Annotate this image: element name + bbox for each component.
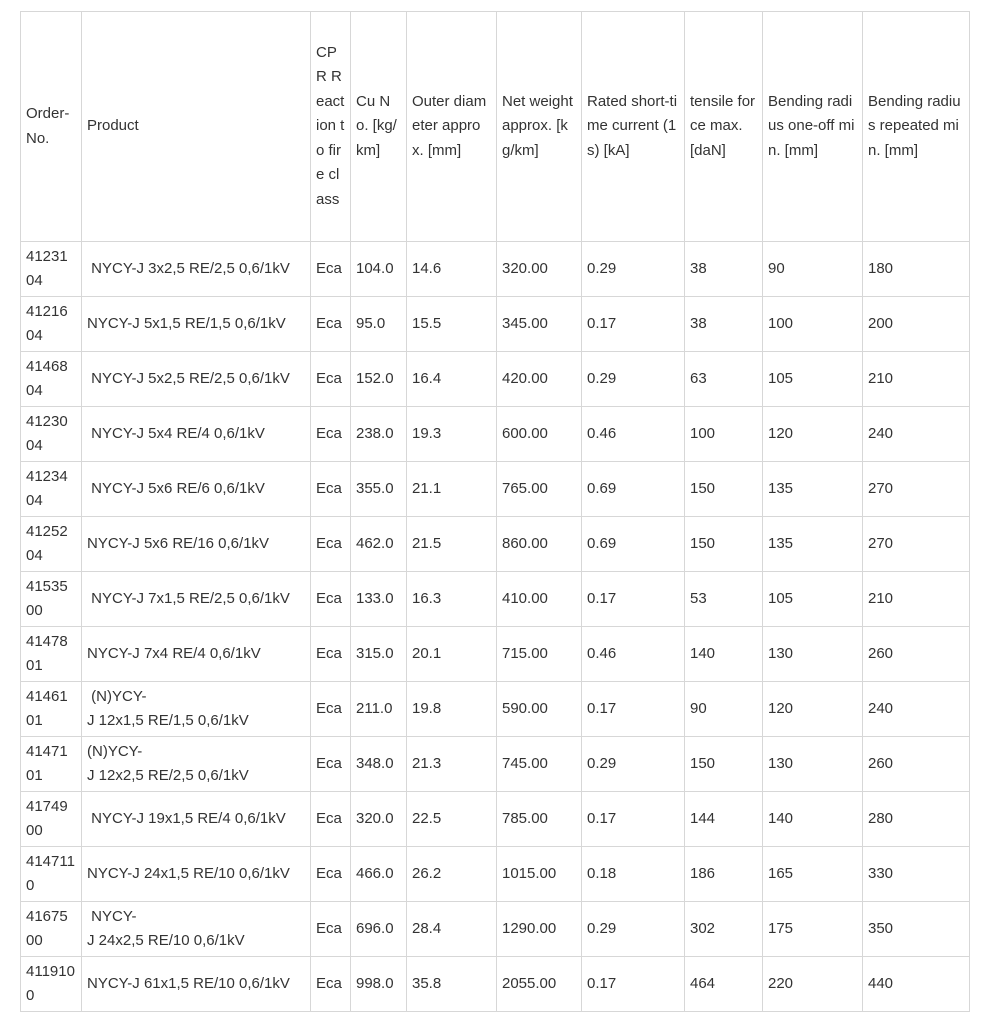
cu-no-cell: 348.0	[351, 737, 407, 792]
cu-no-cell: 133.0	[351, 572, 407, 627]
bending-radius-repeated-cell: 240	[863, 682, 970, 737]
product-cell: NYCY-J 5x4 RE/4 0,6/1kV	[82, 407, 311, 462]
cpr-class-cell: Eca	[311, 737, 351, 792]
order-no-cell: 4123404	[21, 462, 82, 517]
table-row	[21, 847, 970, 902]
net-weight-header: Net weight approx. [kg/km]	[497, 12, 582, 242]
cu-no-header: Cu No. [kg/km]	[351, 12, 407, 242]
cpr-class-cell: Eca	[311, 352, 351, 407]
outer-diameter-cell: 21.5	[407, 517, 497, 572]
short-time-current-cell: 0.29	[582, 737, 685, 792]
cpr-class-cell: Eca	[311, 517, 351, 572]
product-cell: NYCY-J 61x1,5 RE/10 0,6/1kV	[82, 957, 311, 1012]
tensile-force-cell: 38	[685, 242, 763, 297]
bending-radius-repeated-cell: 260	[863, 627, 970, 682]
net-weight-cell: 745.00	[497, 737, 582, 792]
table-row	[21, 352, 970, 407]
order-no-header: Order-No.	[21, 12, 82, 242]
outer-diameter-cell: 21.3	[407, 737, 497, 792]
outer-diameter-cell: 19.8	[407, 682, 497, 737]
order-no-cell: 4174900	[21, 792, 82, 847]
order-no-cell: 4167500	[21, 902, 82, 957]
cpr-class-cell: Eca	[311, 792, 351, 847]
bending-radius-repeated-cell: 210	[863, 352, 970, 407]
product-cell: NYCY-J 24x1,5 RE/10 0,6/1kV	[82, 847, 311, 902]
short-time-current-cell: 0.29	[582, 352, 685, 407]
cpr-class-cell: Eca	[311, 572, 351, 627]
table-row	[21, 462, 970, 517]
product-cell: NYCY-J 7x4 RE/4 0,6/1kV	[82, 627, 311, 682]
outer-diameter-cell: 15.5	[407, 297, 497, 352]
cpr-class-cell: Eca	[311, 627, 351, 682]
order-no-cell: 4146804	[21, 352, 82, 407]
cu-no-cell: 998.0	[351, 957, 407, 1012]
bending-radius-repeated-cell: 350	[863, 902, 970, 957]
tensile-force-cell: 150	[685, 737, 763, 792]
cpr-class-cell: Eca	[311, 957, 351, 1012]
order-no-cell: 4146101	[21, 682, 82, 737]
order-no-cell: 4121604	[21, 297, 82, 352]
outer-diameter-cell: 16.4	[407, 352, 497, 407]
short-time-current-cell: 0.46	[582, 627, 685, 682]
bending-radius-once-cell: 90	[763, 242, 863, 297]
outer-diameter-cell: 28.4	[407, 902, 497, 957]
short-time-current-cell: 0.17	[582, 682, 685, 737]
product-cell: NYCY-J 3x2,5 RE/2,5 0,6/1kV	[82, 242, 311, 297]
bending-radius-repeated-header: Bending radius repeated min. [mm]	[863, 12, 970, 242]
net-weight-cell: 410.00	[497, 572, 582, 627]
tensile-force-cell: 150	[685, 462, 763, 517]
net-weight-cell: 600.00	[497, 407, 582, 462]
order-no-cell: 4147101	[21, 737, 82, 792]
bending-radius-repeated-cell: 260	[863, 737, 970, 792]
net-weight-cell: 860.00	[497, 517, 582, 572]
product-cell: NYCY-J 5x6 RE/6 0,6/1kV	[82, 462, 311, 517]
table-row	[21, 957, 970, 1012]
cpr-class-cell: Eca	[311, 242, 351, 297]
cu-no-cell: 211.0	[351, 682, 407, 737]
cu-no-cell: 696.0	[351, 902, 407, 957]
cu-no-cell: 315.0	[351, 627, 407, 682]
tensile-force-cell: 100	[685, 407, 763, 462]
tensile-force-cell: 63	[685, 352, 763, 407]
bending-radius-once-cell: 120	[763, 407, 863, 462]
tensile-force-cell: 464	[685, 957, 763, 1012]
table-row	[21, 407, 970, 462]
bending-radius-once-cell: 130	[763, 737, 863, 792]
short-time-current-cell: 0.17	[582, 297, 685, 352]
order-no-cell: 4147801	[21, 627, 82, 682]
table-row	[21, 682, 970, 737]
table-row	[21, 902, 970, 957]
bending-radius-repeated-cell: 330	[863, 847, 970, 902]
product-cell: NYCY-J 19x1,5 RE/4 0,6/1kV	[82, 792, 311, 847]
net-weight-cell: 715.00	[497, 627, 582, 682]
bending-radius-once-cell: 105	[763, 352, 863, 407]
product-cell: NYCY-J 5x2,5 RE/2,5 0,6/1kV	[82, 352, 311, 407]
bending-radius-repeated-cell: 270	[863, 462, 970, 517]
cpr-class-header: CPR Reaction to fire class	[311, 12, 351, 242]
bending-radius-repeated-cell: 270	[863, 517, 970, 572]
short-time-current-cell: 0.46	[582, 407, 685, 462]
product-cell: NYCY-J 5x6 RE/16 0,6/1kV	[82, 517, 311, 572]
product-cell: NYCY-J 7x1,5 RE/2,5 0,6/1kV	[82, 572, 311, 627]
net-weight-cell: 320.00	[497, 242, 582, 297]
cable-spec-table	[20, 11, 970, 1012]
tensile-force-cell: 302	[685, 902, 763, 957]
net-weight-cell: 590.00	[497, 682, 582, 737]
short-time-current-cell: 0.29	[582, 902, 685, 957]
bending-radius-repeated-cell: 180	[863, 242, 970, 297]
cu-no-cell: 95.0	[351, 297, 407, 352]
product-cell: (N)YCY- J 12x1,5 RE/1,5 0,6/1kV	[82, 682, 311, 737]
tensile-force-cell: 140	[685, 627, 763, 682]
bending-radius-once-cell: 220	[763, 957, 863, 1012]
tensile-force-cell: 90	[685, 682, 763, 737]
table-row	[21, 737, 970, 792]
bending-radius-repeated-cell: 200	[863, 297, 970, 352]
tensile-force-header: tensile force max. [daN]	[685, 12, 763, 242]
cpr-class-cell: Eca	[311, 682, 351, 737]
short-time-current-header: Rated short-time current (1s) [kA]	[582, 12, 685, 242]
net-weight-cell: 2055.00	[497, 957, 582, 1012]
tensile-force-cell: 144	[685, 792, 763, 847]
tensile-force-cell: 53	[685, 572, 763, 627]
cpr-class-cell: Eca	[311, 847, 351, 902]
header-row	[21, 12, 970, 242]
cpr-class-cell: Eca	[311, 297, 351, 352]
product-header: Product	[82, 12, 311, 242]
net-weight-cell: 785.00	[497, 792, 582, 847]
outer-diameter-cell: 19.3	[407, 407, 497, 462]
tensile-force-cell: 38	[685, 297, 763, 352]
order-no-cell: 4147110	[21, 847, 82, 902]
product-cell: (N)YCY- J 12x2,5 RE/2,5 0,6/1kV	[82, 737, 311, 792]
net-weight-cell: 420.00	[497, 352, 582, 407]
short-time-current-cell: 0.17	[582, 792, 685, 847]
bending-radius-once-cell: 135	[763, 517, 863, 572]
cpr-class-cell: Eca	[311, 407, 351, 462]
bending-radius-repeated-cell: 240	[863, 407, 970, 462]
outer-diameter-cell: 14.6	[407, 242, 497, 297]
short-time-current-cell: 0.17	[582, 957, 685, 1012]
bending-radius-repeated-cell: 280	[863, 792, 970, 847]
bending-radius-once-cell: 120	[763, 682, 863, 737]
bending-radius-once-cell: 175	[763, 902, 863, 957]
cu-no-cell: 104.0	[351, 242, 407, 297]
short-time-current-cell: 0.69	[582, 517, 685, 572]
tensile-force-cell: 186	[685, 847, 763, 902]
order-no-cell: 4125204	[21, 517, 82, 572]
outer-diameter-cell: 20.1	[407, 627, 497, 682]
outer-diameter-cell: 22.5	[407, 792, 497, 847]
net-weight-cell: 1015.00	[497, 847, 582, 902]
table-row	[21, 792, 970, 847]
bending-radius-once-cell: 135	[763, 462, 863, 517]
cu-no-cell: 238.0	[351, 407, 407, 462]
cu-no-cell: 355.0	[351, 462, 407, 517]
product-cell: NYCY- J 24x2,5 RE/10 0,6/1kV	[82, 902, 311, 957]
bending-radius-once-cell: 130	[763, 627, 863, 682]
order-no-cell: 4123104	[21, 242, 82, 297]
outer-diameter-cell: 21.1	[407, 462, 497, 517]
bending-radius-once-cell: 165	[763, 847, 863, 902]
cu-no-cell: 466.0	[351, 847, 407, 902]
short-time-current-cell: 0.17	[582, 572, 685, 627]
bending-radius-once-cell: 140	[763, 792, 863, 847]
short-time-current-cell: 0.69	[582, 462, 685, 517]
short-time-current-cell: 0.18	[582, 847, 685, 902]
order-no-cell: 4153500	[21, 572, 82, 627]
net-weight-cell: 1290.00	[497, 902, 582, 957]
bending-radius-once-cell: 105	[763, 572, 863, 627]
outer-diameter-cell: 16.3	[407, 572, 497, 627]
net-weight-cell: 765.00	[497, 462, 582, 517]
bending-radius-once-cell: 100	[763, 297, 863, 352]
cpr-class-cell: Eca	[311, 462, 351, 517]
order-no-cell: 4119100	[21, 957, 82, 1012]
cable-spec-table-wrapper	[20, 11, 970, 1012]
table-body	[21, 242, 970, 1012]
outer-diameter-cell: 26.2	[407, 847, 497, 902]
table-row	[21, 627, 970, 682]
cu-no-cell: 320.0	[351, 792, 407, 847]
table-row	[21, 572, 970, 627]
short-time-current-cell: 0.29	[582, 242, 685, 297]
bending-radius-repeated-cell: 210	[863, 572, 970, 627]
net-weight-cell: 345.00	[497, 297, 582, 352]
table-row	[21, 242, 970, 297]
order-no-cell: 4123004	[21, 407, 82, 462]
outer-diameter-cell: 35.8	[407, 957, 497, 1012]
table-row	[21, 297, 970, 352]
cu-no-cell: 462.0	[351, 517, 407, 572]
cpr-class-cell: Eca	[311, 902, 351, 957]
bending-radius-once-header: Bending radius one-off min. [mm]	[763, 12, 863, 242]
bending-radius-repeated-cell: 440	[863, 957, 970, 1012]
table-row	[21, 517, 970, 572]
tensile-force-cell: 150	[685, 517, 763, 572]
outer-diameter-header: Outer diameter approx. [mm]	[407, 12, 497, 242]
product-cell: NYCY-J 5x1,5 RE/1,5 0,6/1kV	[82, 297, 311, 352]
cu-no-cell: 152.0	[351, 352, 407, 407]
